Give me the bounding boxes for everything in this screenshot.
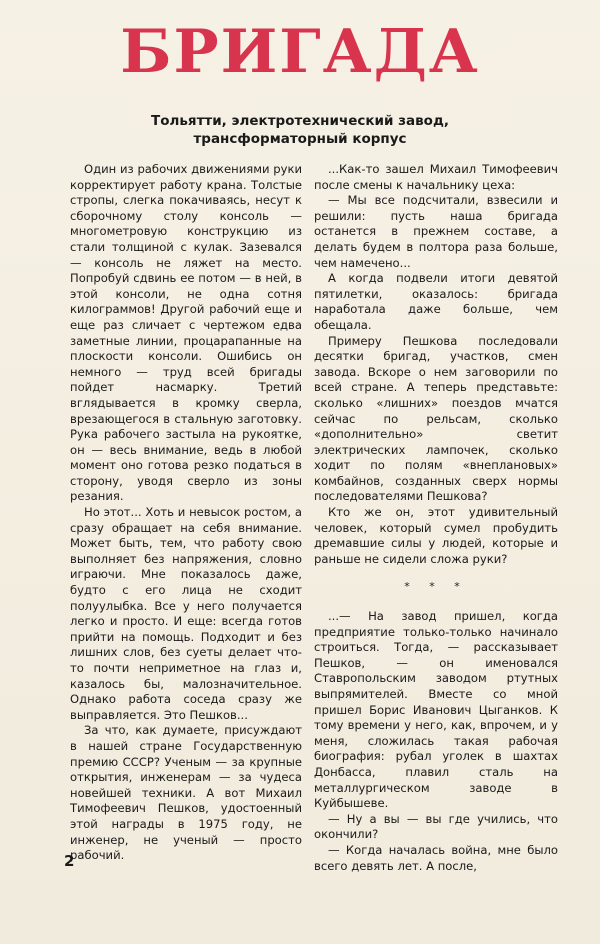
paragraph: ...Как-то зашел Михаил Тимофеевич после смены к начальнику цеха: (314, 162, 558, 192)
paragraph: Но этот... Хоть и невысок ростом, а сразу обращает на себя внимание. Может быть, тем, что работу свою выполняет без напряжения, словно играючи. Мне показалось даже, будто с его лица не сходит полуулыбка. Все у него получается легко и просто. И еще: всегда готов прийти на помощь. Подходит и без лишних слов, без суеты делает что-то почти неприметное на глаз и, казалось бы, малозначительное. Однако работа соседа сразу же выправляется. Это Пешков... (70, 505, 302, 722)
paragraph: — Мы все подсчитали, взвесили и решили: пусть наша бригада останется в прежнем составе, а делать будем в полтора раза больше, чем намечено... (314, 193, 558, 270)
right-column (314, 162, 558, 874)
paragraph: А когда подвели итоги девятой пятилетки, оказалось: бригада наработала даже больше, чем обещала. (314, 271, 558, 332)
paragraph: За что, как думаете, присуждают в нашей стране Государственную премию СССР? Ученым — за крупные открытия, инженерам — за чудеса новейшей техники. А вот Михаил Тимофеевич Пешков, удостоенный этой награды в 1975 году, не инженер, не ученый — просто рабочий. (70, 723, 302, 863)
subtitle (0, 112, 600, 148)
paragraph: Кто же он, этот удивительный человек, который сумел пробудить дремавшие силы у людей, которые и раньше не сидели сложа руки? (314, 505, 558, 566)
paragraph: — Когда началась война, мне было всего девять лет. А после, (314, 842, 558, 873)
subtitle-line-1: Тольятти, электротехнический завод, (151, 113, 449, 129)
page-number: 2 (64, 852, 75, 870)
page-title: БРИГАДА (120, 17, 480, 87)
subtitle-line-2: трансформаторный корпус (193, 131, 407, 147)
left-column (70, 162, 302, 864)
paragraph: Один из рабочих движениями руки корректирует работу крана. Толстые стропы, слегка покачиваясь, несут к сборочному столу консоль — многометровую конструкцию из стали толщиной с кулак. Зазевался — консоль не ляжет на место. Попробуй сдвинь ее потом — в ней, в этой консоли, не одна сотня килограммов! Другой рабочий еще и еще раз сличает с чертежом едва заметные линии, процарапанные на плоскости консоли. Ошибись он немного — труд всей бригады пойдет насмарку. Третий вглядывается в кромку сверла, врезающегося в стальную заготовку. Рука рабочего застыла на рукоятке, он — весь внимание, ведь в любой момент оно готова резко податься в сторону, уводя сверло из зоны резания. (70, 162, 302, 504)
paragraph: — Ну а вы — вы где учились, что окончили? (314, 811, 558, 842)
section-separator: * * * (404, 580, 468, 594)
paragraph: Примеру Пешкова последовали десятки бригад, участков, смен завода. Вскоре о нем заговорили по всей стране. А теперь представьте: сколько «лишних» поездов мчатся сейчас по рельсам, сколько «дополнительно» светит электрических лампочек, сколько ходит по полям «внеплановых» комбайнов, созданных сверх нормы последователями Пешкова? (314, 333, 558, 504)
paragraph: ...— На завод пришел, когда предприятие только-только начинало строиться. Тогда, — рассказывает Пешков, — он именовался Ставропольским заводом ртутных выпрямителей. Вместе со мной пришел Борис Иванович Цыганков. К тому времени у него, как, впрочем, и у меня, сложилась такая рабочая биография: рубал уголек в шахтах Донбасса, плавил сталь на металлургическом заводе в Куйбышеве. (314, 609, 558, 811)
